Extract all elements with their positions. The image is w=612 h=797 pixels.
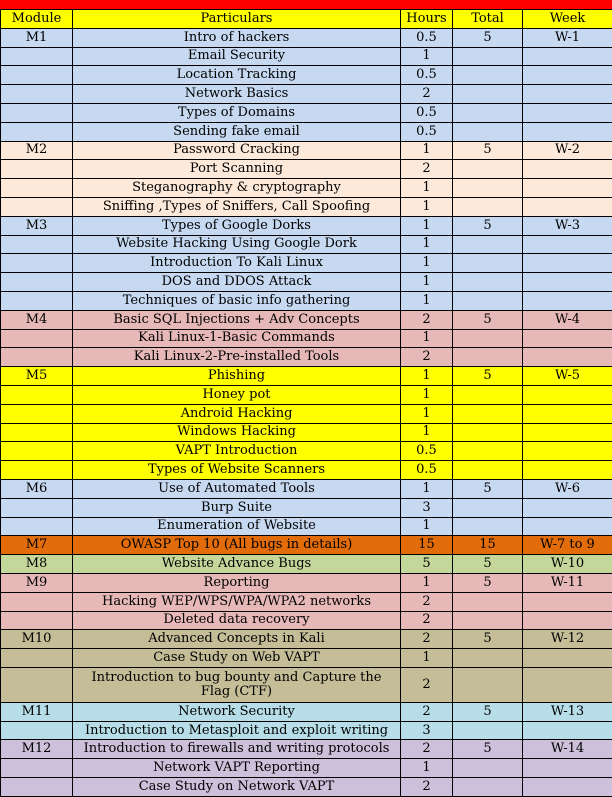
cell-particulars: Location Tracking [73, 66, 401, 85]
cell-module: M11 [1, 702, 73, 721]
cell-particulars: Types of Google Dorks [73, 216, 401, 235]
cell-particulars: Port Scanning [73, 160, 401, 179]
cell-module: M5 [1, 367, 73, 386]
cell-total: 5 [453, 141, 523, 160]
table-row [1, 197, 612, 216]
cell-module [1, 667, 73, 702]
cell-particulars: Honey pot [73, 385, 401, 404]
cell-total [453, 611, 523, 630]
cell-particulars: Introduction to firewalls and writing protocols [73, 740, 401, 759]
cell-total [453, 498, 523, 517]
cell-week [523, 649, 612, 668]
cell-module [1, 404, 73, 423]
cell-module: M12 [1, 740, 73, 759]
cell-total [453, 592, 523, 611]
cell-hours: 1 [401, 329, 453, 348]
cell-particulars: Hacking WEP/WPS/WPA/WPA2 networks [73, 592, 401, 611]
cell-hours: 1 [401, 216, 453, 235]
cell-hours: 0.5 [401, 103, 453, 122]
cell-module [1, 160, 73, 179]
cell-module [1, 611, 73, 630]
cell-week [523, 721, 612, 740]
cell-particulars: VAPT Introduction [73, 442, 401, 461]
table-row [1, 442, 612, 461]
cell-particulars: Basic SQL Injections + Adv Concepts [73, 310, 401, 329]
cell-module [1, 235, 73, 254]
cell-total: 5 [453, 555, 523, 574]
cell-week [523, 160, 612, 179]
cell-module [1, 592, 73, 611]
cell-total [453, 254, 523, 273]
cell-total: 15 [453, 536, 523, 555]
cell-total [453, 649, 523, 668]
cell-hours: 2 [401, 85, 453, 104]
cell-hours: 1 [401, 197, 453, 216]
cell-particulars: DOS and DDOS Attack [73, 273, 401, 292]
cell-hours: 2 [401, 160, 453, 179]
table-row [1, 611, 612, 630]
cell-module [1, 254, 73, 273]
cell-particulars: Network VAPT Reporting [73, 759, 401, 778]
cell-module [1, 179, 73, 198]
cell-particulars: Types of Domains [73, 103, 401, 122]
table-row [1, 179, 612, 198]
cell-week [523, 329, 612, 348]
table-row [1, 649, 612, 668]
cell-module [1, 85, 73, 104]
cell-hours: 2 [401, 667, 453, 702]
cell-particulars: Introduction To Kali Linux [73, 254, 401, 273]
cell-hours: 1 [401, 291, 453, 310]
cell-hours: 2 [401, 630, 453, 649]
cell-total [453, 160, 523, 179]
cell-particulars: Sniffing ,Types of Sniffers, Call Spoofing [73, 197, 401, 216]
header-hours: Hours [401, 10, 453, 29]
cell-week [523, 592, 612, 611]
table-row [1, 479, 612, 498]
cell-particulars: Sending fake email [73, 122, 401, 141]
table-row [1, 47, 612, 66]
cell-particulars: Website Hacking Using Google Dork [73, 235, 401, 254]
cell-total [453, 66, 523, 85]
cell-module [1, 759, 73, 778]
cell-hours: 0.5 [401, 122, 453, 141]
table-row [1, 85, 612, 104]
cell-week [523, 122, 612, 141]
cell-total [453, 179, 523, 198]
cell-module [1, 197, 73, 216]
cell-total [453, 423, 523, 442]
cell-hours: 2 [401, 310, 453, 329]
cell-total [453, 329, 523, 348]
table-row [1, 291, 612, 310]
cell-week [523, 611, 612, 630]
table-row [1, 573, 612, 592]
cell-module [1, 122, 73, 141]
table-row [1, 498, 612, 517]
cell-total: 5 [453, 216, 523, 235]
table-row [1, 667, 612, 702]
cell-total [453, 404, 523, 423]
cell-module: M8 [1, 555, 73, 574]
cell-particulars: Techniques of basic info gathering [73, 291, 401, 310]
cell-total [453, 721, 523, 740]
cell-week [523, 197, 612, 216]
cell-hours: 1 [401, 235, 453, 254]
cell-week [523, 47, 612, 66]
cell-particulars: Deleted data recovery [73, 611, 401, 630]
cell-particulars: OWASP Top 10 (All bugs in details) [73, 536, 401, 555]
cell-module [1, 649, 73, 668]
table-body [1, 28, 612, 796]
table-row [1, 367, 612, 386]
header-module: Module [1, 10, 73, 29]
cell-module [1, 329, 73, 348]
table-row [1, 461, 612, 480]
header-week: Week [523, 10, 612, 29]
table-row [1, 254, 612, 273]
header-total: Total [453, 10, 523, 29]
cell-hours: 2 [401, 778, 453, 797]
cell-hours: 3 [401, 721, 453, 740]
cell-module [1, 778, 73, 797]
syllabus-table [0, 9, 612, 797]
table-row [1, 66, 612, 85]
cell-week [523, 85, 612, 104]
cell-module: M2 [1, 141, 73, 160]
cell-particulars: Advanced Concepts in Kali [73, 630, 401, 649]
cell-module: M3 [1, 216, 73, 235]
cell-week: W-4 [523, 310, 612, 329]
cell-total: 5 [453, 479, 523, 498]
table-row [1, 28, 612, 47]
cell-module [1, 348, 73, 367]
cell-total [453, 85, 523, 104]
table-row [1, 122, 612, 141]
cell-week: W-6 [523, 479, 612, 498]
cell-week [523, 461, 612, 480]
cell-week: W-11 [523, 573, 612, 592]
cell-particulars: Phishing [73, 367, 401, 386]
cell-total: 5 [453, 28, 523, 47]
table-row [1, 778, 612, 797]
table-row [1, 216, 612, 235]
cell-hours: 1 [401, 273, 453, 292]
cell-total [453, 442, 523, 461]
table-row [1, 329, 612, 348]
cell-particulars: Use of Automated Tools [73, 479, 401, 498]
table-row [1, 721, 612, 740]
cell-particulars: Types of Website Scanners [73, 461, 401, 480]
cell-total: 5 [453, 573, 523, 592]
cell-particulars: Network Security [73, 702, 401, 721]
cell-week: W-3 [523, 216, 612, 235]
header-row [1, 10, 612, 29]
cell-hours: 1 [401, 141, 453, 160]
cell-particulars: Steganography & cryptography [73, 179, 401, 198]
cell-week [523, 273, 612, 292]
cell-hours: 1 [401, 404, 453, 423]
cell-module [1, 461, 73, 480]
cell-particulars: Case Study on Web VAPT [73, 649, 401, 668]
table-row [1, 759, 612, 778]
cell-hours: 2 [401, 702, 453, 721]
cell-module [1, 273, 73, 292]
cell-particulars: Enumeration of Website [73, 517, 401, 536]
cell-module [1, 385, 73, 404]
cell-week [523, 667, 612, 702]
cell-module: M10 [1, 630, 73, 649]
table-row [1, 630, 612, 649]
table-row [1, 141, 612, 160]
cell-hours: 0.5 [401, 66, 453, 85]
cell-total [453, 348, 523, 367]
cell-total: 5 [453, 367, 523, 386]
cell-hours: 3 [401, 498, 453, 517]
cell-total: 5 [453, 740, 523, 759]
table-row [1, 160, 612, 179]
cell-hours: 1 [401, 479, 453, 498]
table-row [1, 273, 612, 292]
cell-week [523, 235, 612, 254]
cell-week: W-10 [523, 555, 612, 574]
table-row [1, 310, 612, 329]
cell-particulars: Case Study on Network VAPT [73, 778, 401, 797]
cell-module [1, 498, 73, 517]
cell-hours: 1 [401, 385, 453, 404]
cell-module [1, 66, 73, 85]
cell-particulars: Kali Linux-2-Pre-installed Tools [73, 348, 401, 367]
cell-module [1, 47, 73, 66]
cell-particulars: Windows Hacking [73, 423, 401, 442]
cell-week [523, 254, 612, 273]
table-row [1, 348, 612, 367]
cell-hours: 15 [401, 536, 453, 555]
cell-hours: 1 [401, 517, 453, 536]
cell-week [523, 103, 612, 122]
table-row [1, 592, 612, 611]
table-row [1, 385, 612, 404]
cell-module: M4 [1, 310, 73, 329]
top-color-bar [0, 0, 612, 9]
cell-total [453, 235, 523, 254]
cell-week: W-1 [523, 28, 612, 47]
cell-particulars: Website Advance Bugs [73, 555, 401, 574]
cell-week [523, 179, 612, 198]
table-row [1, 702, 612, 721]
cell-hours: 1 [401, 649, 453, 668]
cell-total [453, 122, 523, 141]
cell-particulars: Kali Linux-1-Basic Commands [73, 329, 401, 348]
cell-week: W-13 [523, 702, 612, 721]
cell-particulars: Email Security [73, 47, 401, 66]
table-row [1, 103, 612, 122]
cell-hours: 1 [401, 423, 453, 442]
cell-module [1, 517, 73, 536]
cell-particulars: Reporting [73, 573, 401, 592]
cell-module: M6 [1, 479, 73, 498]
cell-particulars: Introduction to Metasploit and exploit writing [73, 721, 401, 740]
cell-total: 5 [453, 310, 523, 329]
table-row [1, 536, 612, 555]
cell-module [1, 103, 73, 122]
cell-module: M9 [1, 573, 73, 592]
cell-module: M1 [1, 28, 73, 47]
cell-week: W-14 [523, 740, 612, 759]
table-row [1, 404, 612, 423]
cell-module [1, 291, 73, 310]
cell-hours: 1 [401, 573, 453, 592]
cell-hours: 1 [401, 367, 453, 386]
cell-hours: 1 [401, 254, 453, 273]
cell-total [453, 103, 523, 122]
cell-week [523, 517, 612, 536]
table-row [1, 517, 612, 536]
cell-total [453, 291, 523, 310]
cell-hours: 5 [401, 555, 453, 574]
cell-hours: 0.5 [401, 442, 453, 461]
cell-total [453, 385, 523, 404]
cell-hours: 0.5 [401, 461, 453, 480]
cell-week [523, 385, 612, 404]
cell-particulars: Intro of hackers [73, 28, 401, 47]
table-row [1, 555, 612, 574]
cell-hours: 1 [401, 47, 453, 66]
cell-total [453, 517, 523, 536]
cell-total [453, 273, 523, 292]
cell-particulars: Password Cracking [73, 141, 401, 160]
cell-week: W-2 [523, 141, 612, 160]
cell-total: 5 [453, 702, 523, 721]
cell-week [523, 291, 612, 310]
cell-particulars: Introduction to bug bounty and Capture the Flag (CTF) [73, 667, 401, 702]
cell-hours: 2 [401, 740, 453, 759]
cell-hours: 1 [401, 759, 453, 778]
cell-total [453, 778, 523, 797]
cell-module [1, 423, 73, 442]
cell-week [523, 66, 612, 85]
cell-week: W-7 to 9 [523, 536, 612, 555]
cell-week [523, 759, 612, 778]
cell-week [523, 442, 612, 461]
cell-week [523, 348, 612, 367]
cell-week [523, 778, 612, 797]
cell-particulars: Burp Suite [73, 498, 401, 517]
cell-week: W-12 [523, 630, 612, 649]
table-row [1, 740, 612, 759]
header-particulars: Particulars [73, 10, 401, 29]
cell-module: M7 [1, 536, 73, 555]
cell-week [523, 423, 612, 442]
cell-total [453, 667, 523, 702]
cell-total: 5 [453, 630, 523, 649]
cell-hours: 2 [401, 611, 453, 630]
cell-hours: 0.5 [401, 28, 453, 47]
cell-week [523, 404, 612, 423]
cell-week: W-5 [523, 367, 612, 386]
cell-particulars: Network Basics [73, 85, 401, 104]
cell-total [453, 461, 523, 480]
cell-particulars: Android Hacking [73, 404, 401, 423]
cell-total [453, 47, 523, 66]
table-row [1, 235, 612, 254]
cell-week [523, 498, 612, 517]
cell-total [453, 759, 523, 778]
cell-hours: 2 [401, 592, 453, 611]
cell-module [1, 442, 73, 461]
cell-module [1, 721, 73, 740]
cell-total [453, 197, 523, 216]
table-row [1, 423, 612, 442]
cell-hours: 1 [401, 179, 453, 198]
cell-hours: 2 [401, 348, 453, 367]
